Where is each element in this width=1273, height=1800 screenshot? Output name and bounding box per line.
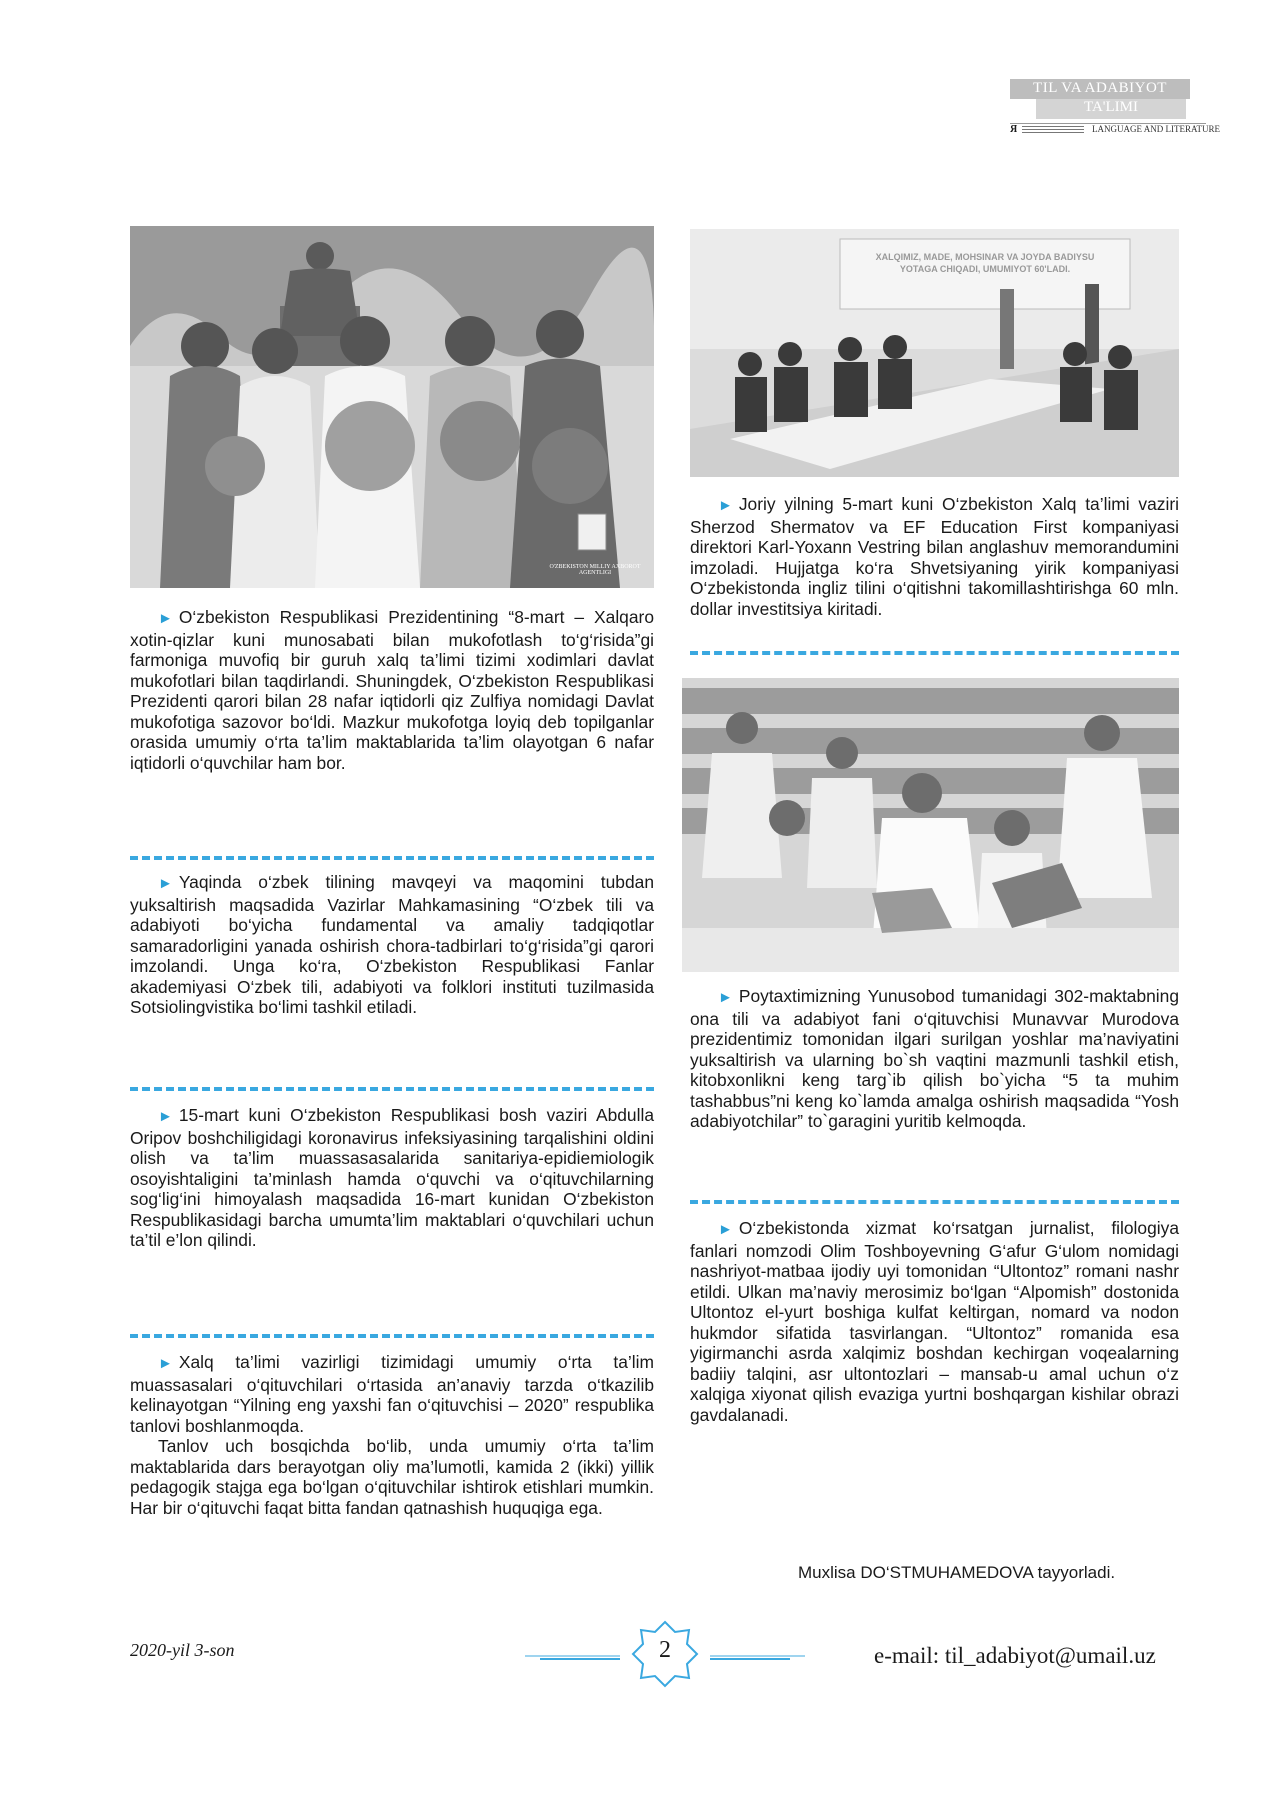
photo-credit: O'ZBEKISTON MILLIY AXBOROT AGENTLIGI — [549, 564, 641, 576]
news-item: ► Yaqinda o‘zbek tilining mavqeyi va maqomini tubdan yuksaltirish maqsadida Vazirlar Mahkamasining “O‘zbek tili va adabiyoti bo‘yicha fundamental va amaliy tadqiqotlar samaradorligini yanada oshirish chora-tadbirlari to‘g‘risida”gi qarori imzolandi. Unga ko‘ra, O‘zbekiston Respublikasi Fanlar akademiyasi O‘zbek tili, adabiyoti va folklori instituti tuzilmasida Sotsiolingvistika bo‘limi tashkil etiladi. — [130, 872, 654, 1017]
contact-email[interactable]: e-mail: til_adabiyot@umail.uz — [874, 1643, 1156, 1668]
play-arrow-icon: ► — [718, 1221, 733, 1238]
right-column-block3 — [690, 1218, 1179, 1425]
photo-library-class — [682, 678, 1179, 972]
logo-subtitle: TA'LIMI — [1084, 99, 1138, 115]
footer-right-ornament — [710, 1655, 805, 1661]
section-divider — [130, 1087, 654, 1091]
play-arrow-icon: ► — [158, 875, 173, 892]
right-column — [690, 494, 1179, 619]
left-column-block2 — [130, 872, 654, 1018]
left-column-block3 — [130, 1105, 654, 1251]
news-item: ► Joriy yilning 5-mart kuni O‘zbekiston Xalq ta’limi vaziri Sherzod Shermatov va EF Education First kompaniyasi direktori Karl-Yoxann Vestring bilan anglashuv memorandumini imzoladi. Hujjatga ko‘ra Shvetsiyaning yirik kompaniyasi O‘zbekistonda ingliz tilini o‘qitishni takomillashtirishga 60 mln. dollar investitsiya kiritadi. — [690, 494, 1179, 619]
news-item: ► Xalq ta’limi vazirligi tizimidagi umumiy o‘rta ta’lim muassasalari o‘qituvchilari o‘rtasida an’anaviy tarzda o‘tkazilib kelinayotgan “Yilning eng yaxshi fan o‘qituvchisi – 2020” respublika tanlovi boshlanmoqda. — [130, 1352, 654, 1436]
logo-english-title: LANGUAGE AND LITERATURE — [1092, 124, 1220, 134]
logo-mark-icon: Я — [1010, 124, 1018, 135]
issue-label: 2020-yil 3-son — [130, 1640, 235, 1660]
journal-logo — [1010, 79, 1220, 141]
footer-left-ornament — [525, 1655, 620, 1661]
news-item: ► O‘zbekistonda xizmat ko‘rsatgan jurnalist, filologiya fanlari nomzodi Olim Toshboyevning G‘afur G‘ulom nomidagi nashriyot-matbaa ijodiy uyi tomonidan “Ultontoz” romani nashr etildi. Ulkan ma’naviy merosimiz bo‘lgan “Alpomish” dostonida Ultontoz el-yurt boshiga kulfat keltirgan, nomard va nodon hukmdor sifatida tasvirlangan. “Ultontoz” romanida esa yigirmanchi asrda xalqimiz boshdan kechirgan voqealarning badiiy talqini, asr ultontozlari – mansab-u amal uchun o‘z xalqiga xiyonat qilish evaziga yurtni boshqargan kishilar obrazi gavdalanadi. — [690, 1218, 1179, 1425]
play-arrow-icon: ► — [718, 989, 733, 1006]
photo-memorandum-signing — [690, 229, 1179, 477]
right-column-block2 — [690, 986, 1179, 1132]
play-arrow-icon: ► — [158, 610, 173, 627]
play-arrow-icon: ► — [158, 1355, 173, 1372]
play-arrow-icon: ► — [158, 1108, 173, 1125]
section-divider — [690, 651, 1179, 655]
play-arrow-icon: ► — [718, 497, 733, 514]
left-column — [130, 607, 654, 773]
section-divider — [130, 1334, 654, 1338]
news-item-continued: Tanlov uch bosqichda bo‘lib, unda umumiy o‘rta ta’lim maktablarida dars berayotgan oliy ma’lumotli, kamida 2 (ikki) yillik pedagogik stajga ega bo‘lgan o‘qituvchilar ishtirok etishlari mumkin. Har bir o‘qituvchi faqat bitta fandan qatnashish huquqiga ega. — [130, 1436, 654, 1518]
section-divider — [130, 856, 654, 860]
left-column-block4 — [130, 1352, 654, 1518]
photo-women-awards — [130, 226, 654, 588]
page-number: 2 — [659, 1637, 671, 1663]
logo-title: TIL VA ADABIYOT — [1033, 80, 1167, 96]
news-item: ► 15-mart kuni O‘zbekiston Respublikasi bosh vaziri Abdulla Oripov boshchiligidagi koronavirus infeksiyasining tarqalishini oldini olish va ta’lim muassasasalarida sanitariya-epidiemiologik osoyishtaligini ta’minlash hamda o‘quvchi va o‘qituvchilarning sog‘lig‘ini himoyalash maqsadida 16-mart kunidan O‘zbekiston Respublikasidagi barcha umumta’lim maktablari o‘quvchilari uchun ta’til e’lon qilindi. — [130, 1105, 654, 1250]
author-credit: Muxlisa DO‘STMUHAMEDOVA tayyorladi. — [798, 1563, 1116, 1582]
section-divider — [690, 1200, 1179, 1204]
news-item: ► Poytaxtimizning Yunusobod tumanidagi 302-maktabning ona tili va adabiyot fani o‘qituvchisi Munavvar Murodova prezidentimiz tomonidan ilgari surilgan yoshlar ma’naviyatini yuksaltirish va ularning bo`sh vaqtini mazmunli tashkil etish, kitobxonlikni keng targ`ib qilish bo`yicha “5 ta muhim tashabbus”ni keng ko`lamda amalga oshirish maqsadida “Yosh adabiyotchilar” to`garagini yuritib kelmoqda. — [690, 986, 1179, 1131]
photo-banner-text: XALQIMIZ, MADE, MOHSINAR VA JOYDA BADIYSU YOTAGA CHIQADI, UMUMIYOT 60'LADI. — [875, 252, 1095, 274]
news-item: ► O‘zbekiston Respublikasi Prezidentining “8-mart – Xalqaro xotin-qizlar kuni munosabati bilan mukofotlash to‘g‘risida”gi farmoniga muvofiq bir guruh xalq ta’limi tizimi xodimlari davlat mukofotlari bilan taqdirlandi. Shuningdek, O‘zbekiston Respublikasi Prezidenti qarori bilan 28 nafar iqtidorli qiz Zulfiya nomidagi Davlat mukofotiga sazovor bo‘ldi. Mazkur mukofotga loyiq deb topilganlar orasida umumiy o‘rta ta’lim maktablarida ta’lim olayotgan 6 nafar iqtidorli o‘quvchilar ham bor. — [130, 607, 654, 773]
